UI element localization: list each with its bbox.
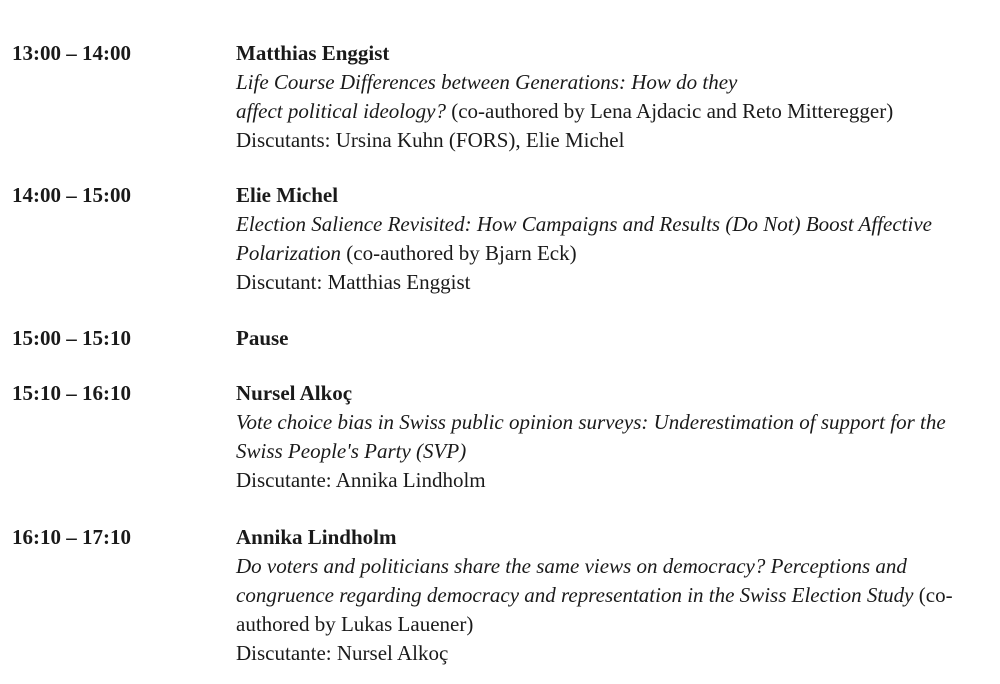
session-content [236, 39, 976, 155]
session-title: Swiss People's Party (SVP) [236, 439, 467, 463]
session-content [236, 181, 976, 297]
session-title-line [236, 239, 976, 268]
session-title-line [236, 437, 976, 466]
session-title: Vote choice bias in Swiss public opinion surveys: Underestimation of support for the [236, 410, 946, 434]
session-title-line [236, 97, 976, 126]
session-title: congruence regarding democracy and representation in the Swiss Election Study [236, 583, 914, 607]
session-speaker: Annika Lindholm [236, 525, 397, 549]
session-title-line [236, 210, 976, 239]
session-speaker: Nursel Alkoç [236, 381, 353, 405]
session-coauthors: (co-authored by Lena Ajdacic and Reto Mitteregger) [445, 99, 894, 123]
session-coauthors-line: authored by Lukas Lauener) [236, 612, 474, 636]
session-time: 15:10 – 16:10 [12, 381, 131, 405]
session-coauthors: (co- [913, 583, 953, 607]
session-speaker: Pause [236, 326, 289, 350]
session-title-line [236, 552, 976, 581]
session-content [236, 324, 976, 353]
session-speaker: Matthias Enggist [236, 41, 390, 65]
session-title-line [236, 408, 976, 437]
session-title: Polarization [236, 241, 342, 265]
session-discussant: Discutants: Ursina Kuhn (FORS), Elie Michel [236, 128, 625, 152]
session-discussant: Discutant: Matthias Enggist [236, 270, 471, 294]
session-time: 15:00 – 15:10 [12, 326, 131, 350]
session-content [236, 523, 976, 668]
session-title-line [236, 581, 976, 610]
session-title: Life Course Differences between Generations: How do they [236, 70, 738, 94]
session-time: 16:10 – 17:10 [12, 525, 131, 549]
session-title: Do voters and politicians share the same views on democracy? Perceptions and [236, 554, 907, 578]
session-discussant: Discutante: Nursel Alkoç [236, 641, 449, 665]
session-speaker: Elie Michel [236, 183, 339, 207]
session-time: 14:00 – 15:00 [12, 183, 131, 207]
session-title-line [236, 68, 976, 97]
session-title: affect political ideology? [236, 99, 446, 123]
session-content [236, 379, 976, 495]
session-coauthors: (co-authored by Bjarn Eck) [341, 241, 577, 265]
session-time: 13:00 – 14:00 [12, 41, 131, 65]
session-discussant: Discutante: Annika Lindholm [236, 468, 486, 492]
session-title: Election Salience Revisited: How Campaigns and Results (Do Not) Boost Affective [236, 212, 932, 236]
